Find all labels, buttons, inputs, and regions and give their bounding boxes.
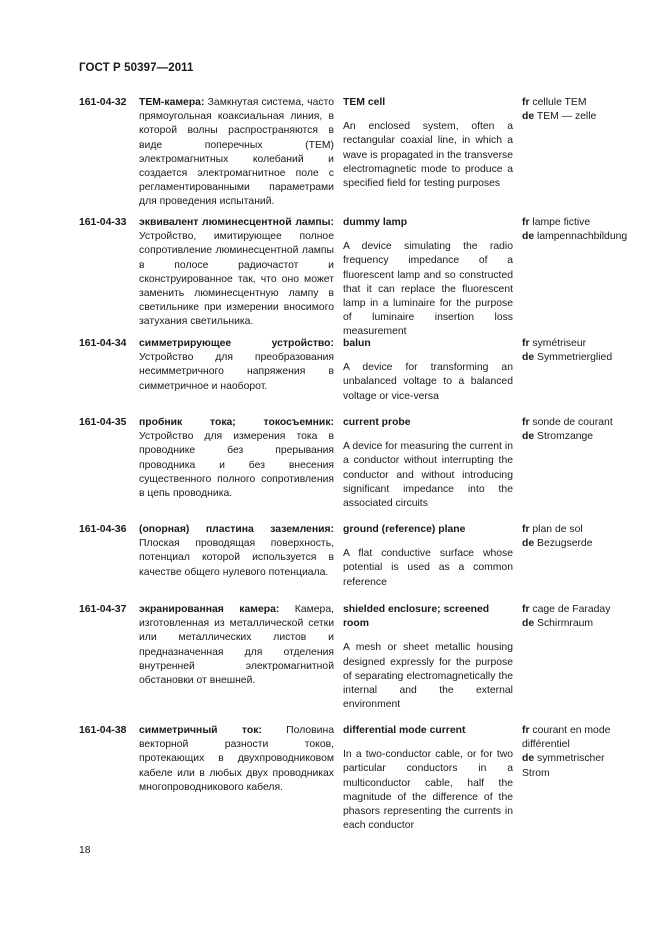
- fr-label: fr: [522, 217, 530, 228]
- russian-term: экранированная камера:: [139, 604, 280, 615]
- english-definition-text: In a two-conductor cable, or for two particular conductors in a multiconductor cable, half the magnitude of the difference of the phasors representing the currents in each conductor: [343, 749, 513, 832]
- english-definition-text: A device for transforming an unbalanced voltage to a balanced voltage or vice-versa: [343, 362, 513, 402]
- russian-definition: [139, 724, 334, 795]
- russian-definition: [139, 603, 334, 688]
- page-number: 18: [79, 845, 91, 856]
- russian-definition: [139, 416, 334, 501]
- translations: [522, 216, 628, 244]
- de-label: de: [522, 753, 535, 765]
- german-term: Schirmraum: [537, 618, 594, 630]
- de-label: de: [522, 618, 535, 630]
- fr-label: fr: [522, 604, 530, 615]
- english-definition-text: A flat conductive surface whose potential is used as a common reference: [343, 548, 513, 588]
- english-definition-text: A mesh or sheet metallic housing designed expressly for the purpose of separating electromagnetically the internal and the external environment: [343, 642, 513, 711]
- english-definition: [343, 337, 513, 404]
- english-term: dummy lamp: [343, 217, 408, 228]
- english-definition: [343, 416, 513, 511]
- fr-label: fr: [522, 338, 530, 349]
- english-definition: [343, 603, 513, 712]
- term-number: 161-04-33: [79, 217, 127, 228]
- fr-label: fr: [522, 524, 530, 535]
- english-term: shielded enclosure; screened room: [343, 604, 490, 630]
- french-term: courant en mode différentiel: [522, 725, 611, 751]
- translations: [522, 337, 628, 365]
- english-term: differential mode current: [343, 725, 466, 736]
- russian-term: эквивалент люминесцентной лампы:: [139, 217, 334, 228]
- english-definition: [343, 523, 513, 590]
- term-number: 161-04-38: [79, 725, 127, 736]
- german-term: lampennachbildung: [537, 231, 628, 243]
- french-term: sonde de courant: [532, 417, 613, 428]
- term-number: 161-04-36: [79, 524, 127, 535]
- russian-definition: [139, 96, 334, 210]
- russian-term: (опорная) пластина заземления:: [139, 524, 334, 535]
- french-term: symétriseur: [532, 338, 587, 349]
- translations: [522, 416, 628, 444]
- translations: [522, 523, 628, 551]
- translations: [522, 96, 628, 124]
- russian-definition-text: Плоская проводящая поверхность, потенциал которой используется в качестве общего нулевого потенциала.: [139, 538, 334, 578]
- german-term: TEM — zelle: [536, 111, 597, 123]
- translations: [522, 603, 628, 631]
- de-label: de: [522, 352, 535, 364]
- german-term: Stromzange: [537, 431, 594, 443]
- de-label: de: [522, 111, 535, 123]
- term-number: 161-04-34: [79, 338, 127, 349]
- document-header: ГОСТ Р 50397—2011: [79, 62, 194, 74]
- english-term: ground (reference) plane: [343, 524, 466, 535]
- german-term: Symmetrierglied: [537, 352, 613, 364]
- russian-definition: [139, 523, 334, 580]
- english-definition: [343, 96, 513, 191]
- term-number: 161-04-35: [79, 417, 127, 428]
- fr-label: fr: [522, 417, 530, 428]
- russian-term: пробник тока; токосъемник:: [139, 417, 334, 428]
- fr-label: fr: [522, 725, 530, 736]
- russian-term: симметричный ток:: [139, 725, 262, 736]
- french-term: cellule TEM: [532, 97, 587, 108]
- russian-definition: [139, 337, 334, 394]
- de-label: de: [522, 231, 535, 243]
- russian-definition-text: Устройство, имитирующее полное сопротивление люминесцентной лампы в полосе радиочастот и сконструированное так, что оно может заменить люминесцентную лампу в светильнике при измерении вносимого затухания светильника.: [139, 231, 334, 328]
- english-term: TEM cell: [343, 97, 386, 108]
- english-definition: [343, 216, 513, 340]
- de-label: de: [522, 431, 535, 443]
- english-term: balun: [343, 338, 371, 349]
- english-definition-text: A device simulating the radio frequency impedance of a fluorescent lamp and so constructed that it can replace the fluorescent lamp in a luminaire for the purpose of luminaire insertion loss measurement: [343, 241, 513, 338]
- english-definition: [343, 724, 513, 833]
- french-term: lampe fictive: [532, 217, 591, 228]
- german-term: symmetrischer Strom: [522, 753, 605, 779]
- german-term: Bezugserde: [537, 538, 593, 550]
- english-term: current probe: [343, 417, 411, 428]
- english-definition-text: An enclosed system, often a rectangular coaxial line, in which a wave is propagated in the transverse electromagnetic mode to produce a specified field for testing purposes: [343, 121, 513, 190]
- russian-term: ТЕМ-камера:: [139, 97, 205, 108]
- russian-definition-text: Устройство для измерения тока в проводнике без прерывания проводника и без внесения существенного полного сопротивления в цепь проводника.: [139, 431, 334, 500]
- russian-definition: [139, 216, 334, 330]
- term-number: 161-04-37: [79, 604, 127, 615]
- french-term: plan de sol: [532, 524, 583, 535]
- russian-definition-text: Половина векторной разности токов, протекающих в двухпроводниковом кабеле или в любых двух проводниках многопроводникового кабеля.: [139, 725, 334, 793]
- english-definition-text: A device for measuring the current in a conductor without interrupting the conductor and without introducing significant impedance into the associated circuits: [343, 441, 513, 510]
- russian-definition-text: Камера, изготовленная из металлической сетки или металлических листов и предназначенная для отделения внутренней электромагнитной обстановки от внешней.: [139, 604, 334, 687]
- french-term: cage de Faraday: [532, 604, 611, 615]
- russian-definition-text: Замкнутая система, часто прямоугольная коаксиальная линия, в которой волны распространяются в виде поперечных (ТЕМ) электромагнитных колебаний и создается электромагнитное поле с регламентированными параметрами для проведения испытаний.: [139, 97, 334, 208]
- translations: [522, 724, 628, 781]
- de-label: de: [522, 538, 535, 550]
- fr-label: fr: [522, 97, 530, 108]
- russian-term: симметрирующее устройство:: [139, 338, 334, 349]
- term-number: 161-04-32: [79, 97, 127, 108]
- russian-definition-text: Устройство для преобразования несимметричного напряжения в симметричное и наоборот.: [139, 352, 334, 392]
